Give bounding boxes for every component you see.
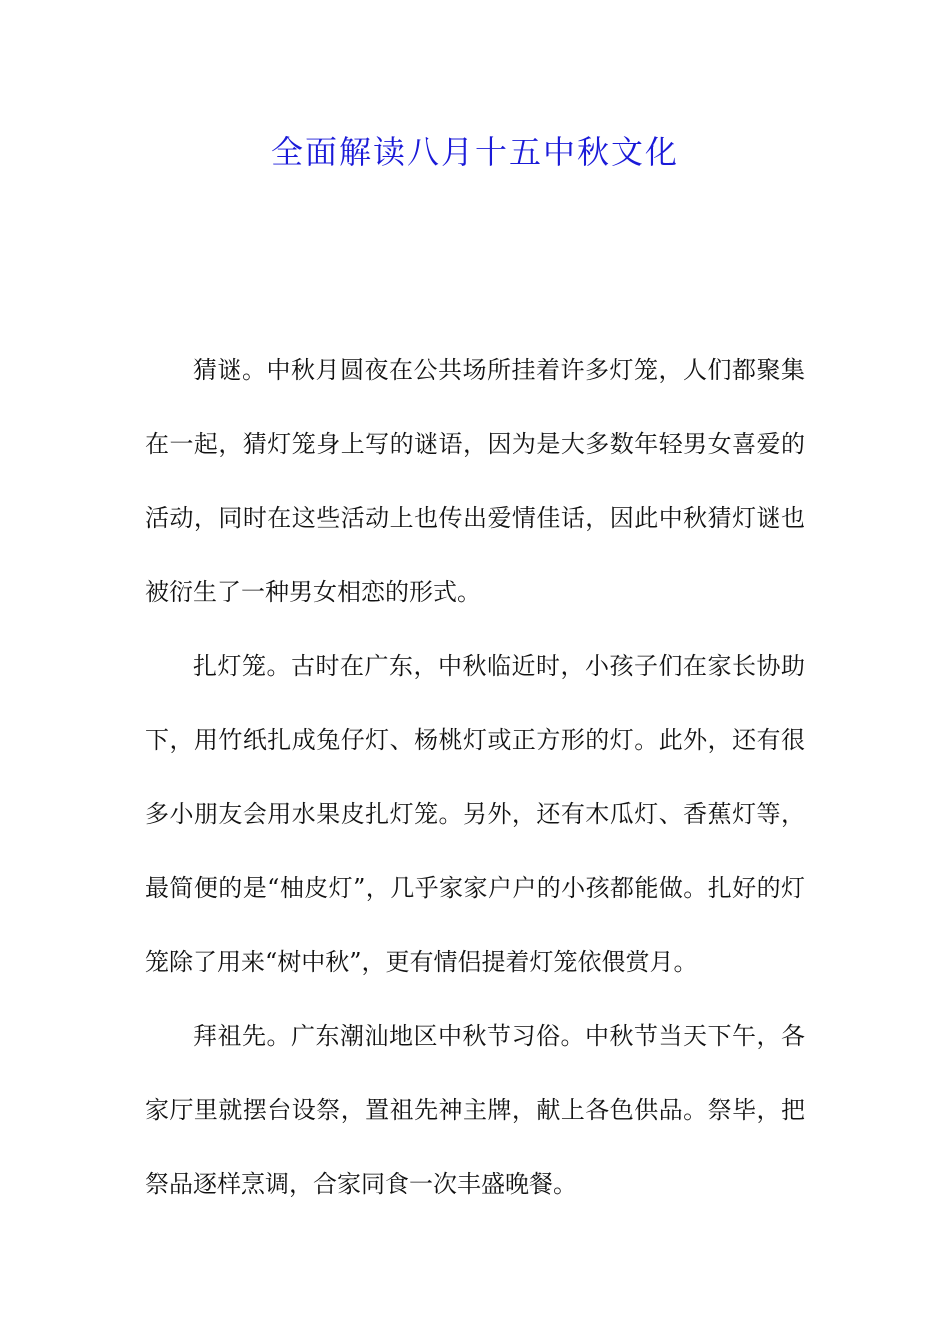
paragraph-lanterns: 扎灯笼。古时在广东，中秋临近时，小孩子们在家长协助下，用竹纸扎成兔仔灯、杨桃灯或正方形的灯。此外，还有很多小朋友会用水果皮扎灯笼。另外，还有木瓜灯、香蕉灯等，最简便的是“柚皮灯”，几乎家家户户的小孩都能做。扎好的灯笼除了用来“树中秋”，更有情侣提着灯笼依偎赏月。 [145,652,805,976]
paragraph-ancestors: 拜祖先。广东潮汕地区中秋节习俗。中秋节当天下午，各家厅里就摆台设祭，置祖先神主牌，献上各色供品。祭毕，把祭品逐样烹调，合家同食一次丰盛晚餐。 [145,1022,805,1198]
document-title: 全面解读八月十五中秋文化 [270,133,679,171]
document-body [145,333,805,1221]
paragraph-riddles: 猜谜。中秋月圆夜在公共场所挂着许多灯笼，人们都聚集在一起，猜灯笼身上写的谜语，因为是大多数年轻男女喜爱的活动，同时在这些活动上也传出爱情佳话，因此中秋猜灯谜也被衍生了一种男女相恋的形式。 [145,356,805,606]
